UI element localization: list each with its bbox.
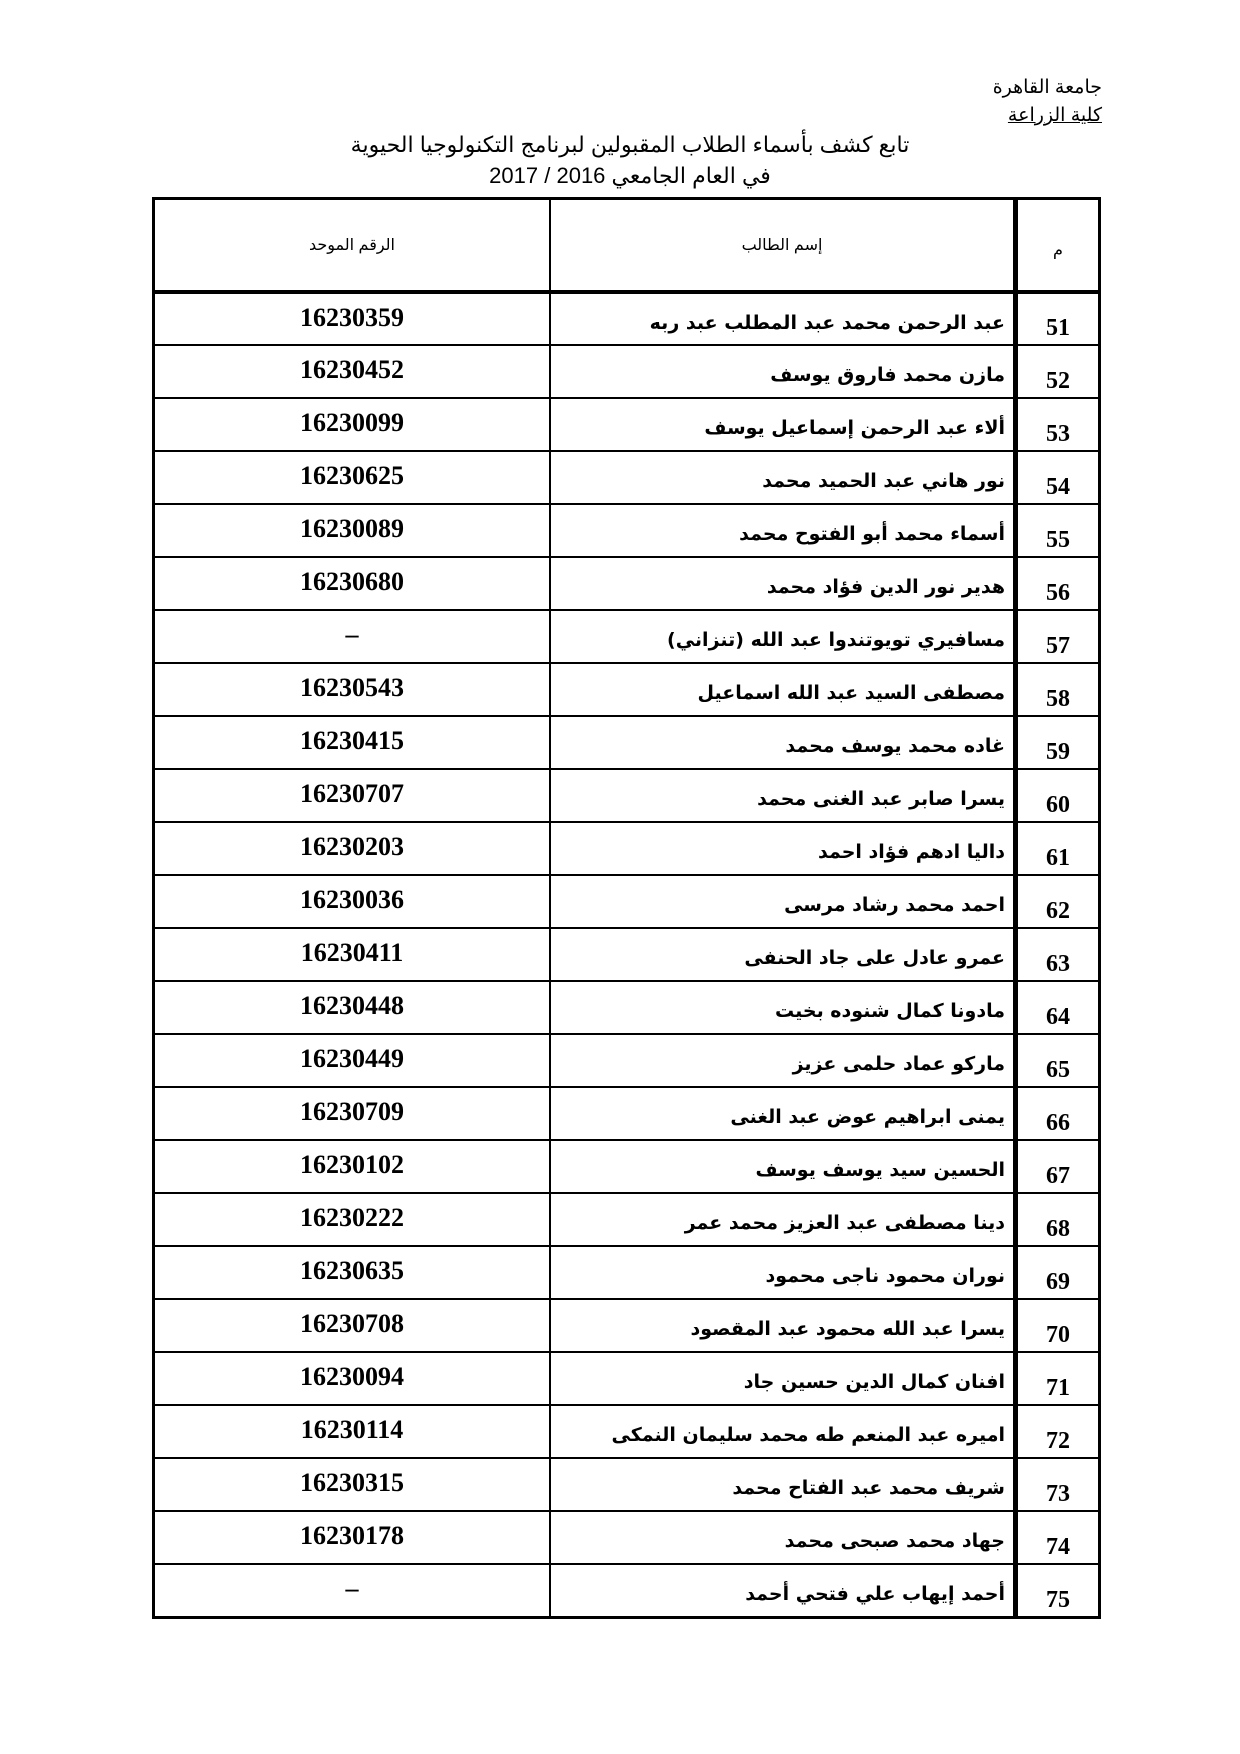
student-name-cell: يسرا عبد الله محمود عبد المقصود bbox=[550, 1299, 1016, 1352]
student-name-cell: دينا مصطفى عبد العزيز محمد عمر bbox=[550, 1193, 1016, 1246]
table-row bbox=[154, 928, 1100, 981]
unified-id-cell: 16230709 bbox=[154, 1087, 551, 1140]
unified-id-cell: 16230089 bbox=[154, 504, 551, 557]
serial-number-cell: 74 bbox=[1016, 1511, 1100, 1564]
table-row bbox=[154, 557, 1100, 610]
student-name-cell: مسافيري تويوتندوا عبد الله (تنزاني) bbox=[550, 610, 1016, 663]
faculty-name: كلية الزراعة bbox=[1007, 105, 1102, 126]
serial-number-cell: 56 bbox=[1016, 557, 1100, 610]
serial-number-cell: 57 bbox=[1016, 610, 1100, 663]
serial-number-cell: 68 bbox=[1016, 1193, 1100, 1246]
table-row bbox=[154, 1087, 1100, 1140]
table-row bbox=[154, 1564, 1100, 1617]
unified-id-cell: 16230411 bbox=[154, 928, 551, 981]
unified-id-cell: 16230415 bbox=[154, 716, 551, 769]
header-student-name: إسم الطالب bbox=[550, 199, 1016, 293]
serial-number-cell: 64 bbox=[1016, 981, 1100, 1034]
table-row bbox=[154, 663, 1100, 716]
unified-id-cell: 16230448 bbox=[154, 981, 551, 1034]
table-row bbox=[154, 398, 1100, 451]
student-name-cell: مازن محمد فاروق يوسف bbox=[550, 345, 1016, 398]
table-row bbox=[154, 1193, 1100, 1246]
table-row bbox=[154, 1140, 1100, 1193]
student-name-cell: عبد الرحمن محمد عبد المطلب عبد ربه bbox=[550, 292, 1016, 345]
university-name: جامعة القاهرة bbox=[992, 77, 1102, 98]
table-row bbox=[154, 981, 1100, 1034]
serial-number-cell: 61 bbox=[1016, 822, 1100, 875]
student-name-cell: داليا ادهم فؤاد احمد bbox=[550, 822, 1016, 875]
table-row bbox=[154, 1405, 1100, 1458]
table-header-row bbox=[154, 199, 1100, 293]
unified-id-cell: 16230036 bbox=[154, 875, 551, 928]
table-row bbox=[154, 716, 1100, 769]
student-name-cell: شريف محمد عبد الفتاح محمد bbox=[550, 1458, 1016, 1511]
serial-number-cell: 70 bbox=[1016, 1299, 1100, 1352]
unified-id-cell: 16230708 bbox=[154, 1299, 551, 1352]
serial-number-cell: 58 bbox=[1016, 663, 1100, 716]
student-name-cell: مادونا كمال شنوده بخيت bbox=[550, 981, 1016, 1034]
student-name-cell: جهاد محمد صبحى محمد bbox=[550, 1511, 1016, 1564]
serial-number-cell: 69 bbox=[1016, 1246, 1100, 1299]
student-name-cell: ماركو عماد حلمى عزيز bbox=[550, 1034, 1016, 1087]
table-body bbox=[154, 292, 1100, 1617]
unified-id-cell: 16230178 bbox=[154, 1511, 551, 1564]
unified-id-cell: – bbox=[154, 1564, 551, 1617]
header-serial: م bbox=[1016, 199, 1100, 293]
table-row bbox=[154, 292, 1100, 345]
table-row bbox=[154, 504, 1100, 557]
table-row bbox=[154, 1352, 1100, 1405]
table-row bbox=[154, 769, 1100, 822]
students-table bbox=[152, 197, 1101, 1619]
serial-number-cell: 72 bbox=[1016, 1405, 1100, 1458]
serial-number-cell: 65 bbox=[1016, 1034, 1100, 1087]
unified-id-cell: 16230222 bbox=[154, 1193, 551, 1246]
serial-number-cell: 75 bbox=[1016, 1564, 1100, 1617]
student-name-cell: أحمد إيهاب علي فتحي أحمد bbox=[550, 1564, 1016, 1617]
table-row bbox=[154, 1511, 1100, 1564]
serial-number-cell: 67 bbox=[1016, 1140, 1100, 1193]
unified-id-cell: 16230114 bbox=[154, 1405, 551, 1458]
unified-id-cell: – bbox=[154, 610, 551, 663]
serial-number-cell: 73 bbox=[1016, 1458, 1100, 1511]
table-row bbox=[154, 610, 1100, 663]
unified-id-cell: 16230635 bbox=[154, 1246, 551, 1299]
table-row bbox=[154, 822, 1100, 875]
serial-number-cell: 62 bbox=[1016, 875, 1100, 928]
unified-id-cell: 16230625 bbox=[154, 451, 551, 504]
serial-number-cell: 51 bbox=[1016, 292, 1100, 345]
unified-id-cell: 16230094 bbox=[154, 1352, 551, 1405]
student-name-cell: يمنى ابراهيم عوض عبد الغنى bbox=[550, 1087, 1016, 1140]
document-title: تابع كشف بأسماء الطلاب المقبولين لبرنامج التكنولوجيا الحيوية bbox=[350, 132, 910, 157]
student-name-cell: ألاء عبد الرحمن إسماعيل يوسف bbox=[550, 398, 1016, 451]
student-name-cell: عمرو عادل على جاد الحنفى bbox=[550, 928, 1016, 981]
student-name-cell: أسماء محمد أبو الفتوح محمد bbox=[550, 504, 1016, 557]
serial-number-cell: 71 bbox=[1016, 1352, 1100, 1405]
serial-number-cell: 54 bbox=[1016, 451, 1100, 504]
student-name-cell: نوران محمود ناجى محمود bbox=[550, 1246, 1016, 1299]
student-name-cell: احمد محمد رشاد مرسى bbox=[550, 875, 1016, 928]
student-name-cell: يسرا صابر عبد الغنى محمد bbox=[550, 769, 1016, 822]
serial-number-cell: 52 bbox=[1016, 345, 1100, 398]
student-name-cell: افنان كمال الدين حسين جاد bbox=[550, 1352, 1016, 1405]
unified-id-cell: 16230449 bbox=[154, 1034, 551, 1087]
table-row bbox=[154, 1034, 1100, 1087]
table-row bbox=[154, 1299, 1100, 1352]
table-row bbox=[154, 1458, 1100, 1511]
unified-id-cell: 16230102 bbox=[154, 1140, 551, 1193]
unified-id-cell: 16230452 bbox=[154, 345, 551, 398]
serial-number-cell: 63 bbox=[1016, 928, 1100, 981]
unified-id-cell: 16230315 bbox=[154, 1458, 551, 1511]
table-row bbox=[154, 1246, 1100, 1299]
table-row bbox=[154, 451, 1100, 504]
serial-number-cell: 55 bbox=[1016, 504, 1100, 557]
unified-id-cell: 16230099 bbox=[154, 398, 551, 451]
academic-year: في العام الجامعي 2016 / 2017 bbox=[489, 163, 771, 188]
student-name-cell: نور هاني عبد الحميد محمد bbox=[550, 451, 1016, 504]
table-row bbox=[154, 875, 1100, 928]
student-name-cell: الحسين سيد يوسف يوسف bbox=[550, 1140, 1016, 1193]
student-name-cell: اميره عبد المنعم طه محمد سليمان النمكى bbox=[550, 1405, 1016, 1458]
unified-id-cell: 16230543 bbox=[154, 663, 551, 716]
serial-number-cell: 60 bbox=[1016, 769, 1100, 822]
unified-id-cell: 16230680 bbox=[154, 557, 551, 610]
table-row bbox=[154, 345, 1100, 398]
student-name-cell: غاده محمد يوسف محمد bbox=[550, 716, 1016, 769]
student-name-cell: هدير نور الدين فؤاد محمد bbox=[550, 557, 1016, 610]
unified-id-cell: 16230203 bbox=[154, 822, 551, 875]
serial-number-cell: 66 bbox=[1016, 1087, 1100, 1140]
serial-number-cell: 59 bbox=[1016, 716, 1100, 769]
student-name-cell: مصطفى السيد عبد الله اسماعيل bbox=[550, 663, 1016, 716]
header-unified-id: الرقم الموحد bbox=[154, 199, 551, 293]
serial-number-cell: 53 bbox=[1016, 398, 1100, 451]
unified-id-cell: 16230359 bbox=[154, 292, 551, 345]
unified-id-cell: 16230707 bbox=[154, 769, 551, 822]
